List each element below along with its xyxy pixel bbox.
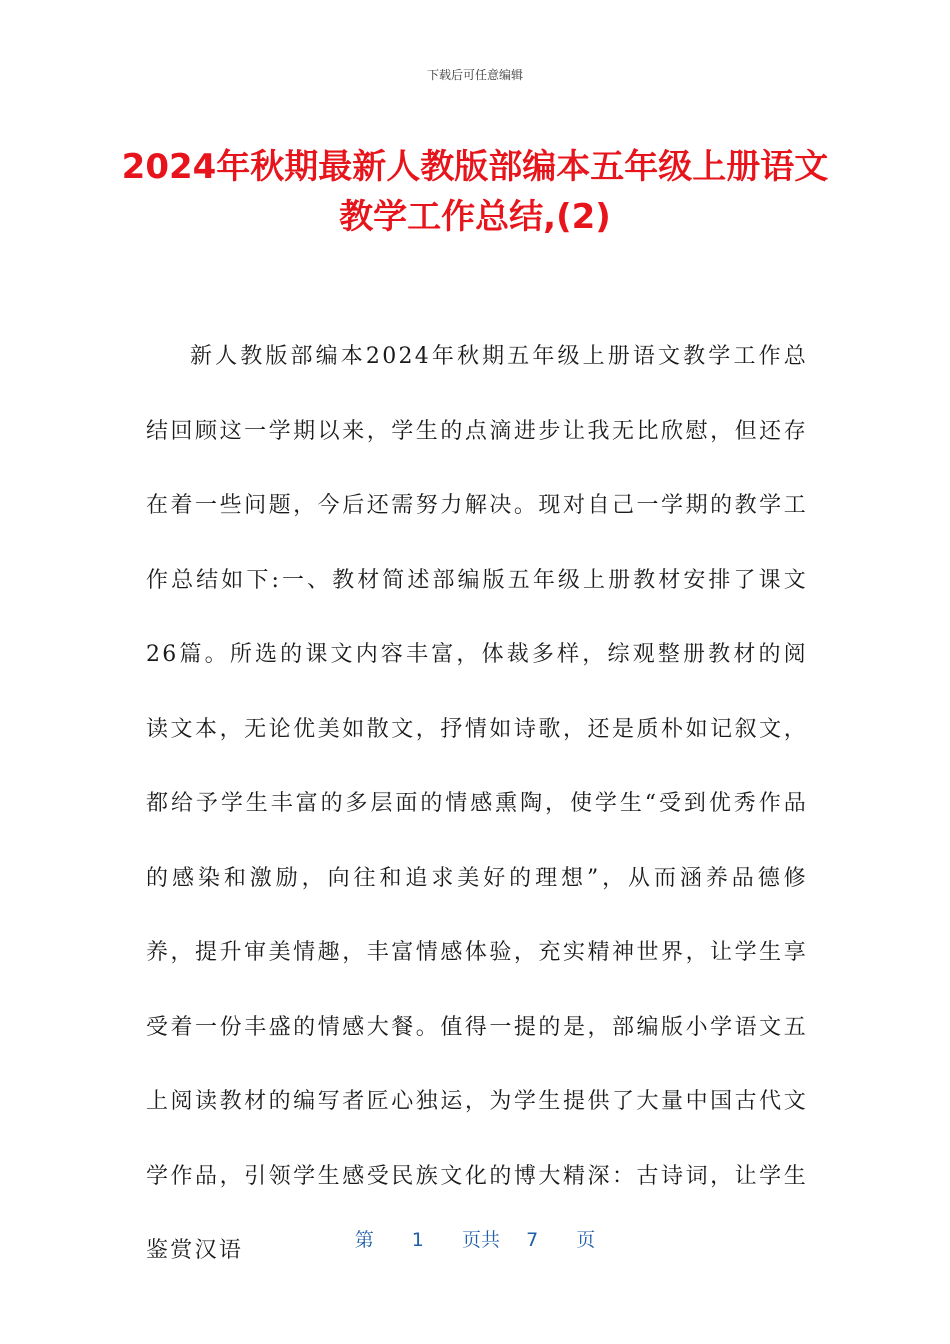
page-footer — [0, 1225, 950, 1252]
footer-page-total: 7 — [526, 1229, 539, 1251]
footer-page-prefix: 第 — [354, 1229, 374, 1251]
footer-page-suffix: 页 — [576, 1229, 596, 1251]
footer-page-middle: 页共 — [461, 1229, 500, 1251]
body-paragraph: 新人教版部编本2024年秋期五年级上册语文教学工作总结回顾这一学期以来，学生的点滴进步让我无比欣慰，但还存在着一些问题，今后还需努力解决。现对自己一学期的教学工作总结如下:一、教材简述部编版五年级上册教材安排了课文26篇。所选的课文内容丰富，体裁多样，综观整册教材的阅读文本，无论优美如散文，抒情如诗歌，还是质朴如记叙文，都给予学生丰富的多层面的情感熏陶，使学生“受到优秀作品的感染和激励，向往和追求美好的理想”，从而涵养品德修养，提升审美情趣，丰富情感体验，充实精神世界，让学生享受着一份丰盛的情感大餐。值得一提的是，部编版小学语文五上阅读教材的编写者匠心独运，为学生提供了大量中国古代文学作品，引领学生感受民族文化的博大精深：古诗词，让学生鉴赏汉语 — [146, 344, 808, 1263]
footer-page-number: 1 — [411, 1229, 424, 1251]
header-note: 下载后可任意编辑 — [426, 68, 523, 82]
document-title: 2024年秋期最新人教版部编本五年级上册语文教学工作总结,(2) — [121, 147, 829, 237]
